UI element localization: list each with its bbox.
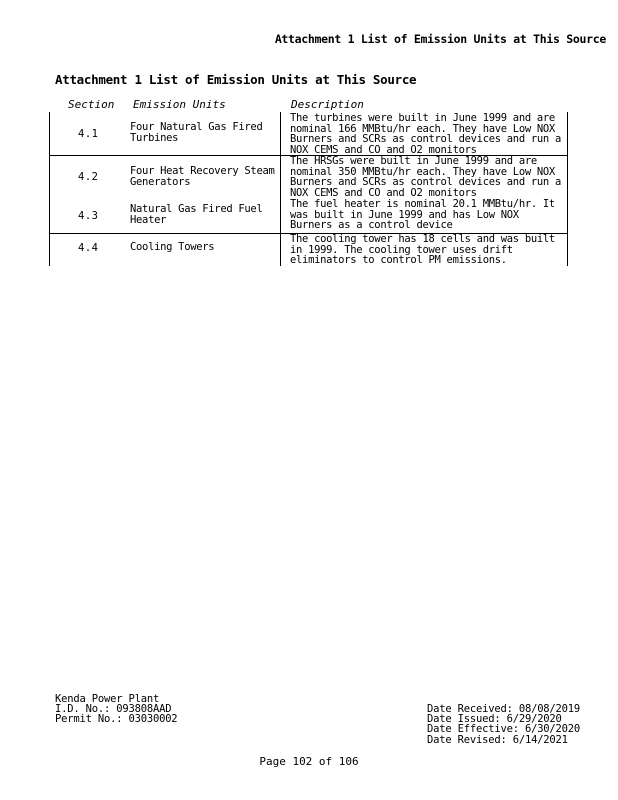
- column-header-emission-units: Emission Units: [133, 98, 226, 111]
- row-description: The fuel heater is nominal 20.1 MMBtu/hr. It was built in June 1999 and has Low NOX Burners as a control device: [290, 198, 555, 231]
- row-emission-unit: Four Natural Gas Fired Turbines: [130, 121, 263, 144]
- column-header-section: Section: [68, 98, 115, 111]
- table-border-right: [567, 112, 568, 266]
- row-section-number: 4.1: [78, 128, 99, 140]
- row-section-number: 4.2: [78, 171, 99, 183]
- row-description: The HRSGs were built in June 1999 and are nominal 350 MMBtu/hr each. They have Low NOX Burners and SCRs as control devices and run a NOX CEMS and CO and O2 monitors: [290, 155, 561, 199]
- page-number: Page 102 of 106: [259, 755, 359, 768]
- row-section-number: 4.4: [78, 242, 99, 254]
- attachment-title: Attachment 1 List of Emission Units at This Source: [55, 72, 417, 87]
- row-emission-unit: Natural Gas Fired Fuel Heater: [130, 203, 263, 226]
- column-header-description: Description: [291, 98, 364, 111]
- footer-date-effective: Date Effective: 6/30/2020: [427, 723, 581, 735]
- footer-permit-number: Permit No.: 03030002: [55, 713, 178, 725]
- footer-date-issued: Date Issued: 6/29/2020: [427, 713, 562, 725]
- row-emission-unit: Four Heat Recovery Steam Generators: [130, 165, 275, 188]
- table-divider: [280, 112, 281, 266]
- footer-plant-name: Kenda Power Plant: [55, 693, 160, 705]
- row-description: The turbines were built in June 1999 and are nominal 166 MMBtu/hr each. They have Low NOX Burners and SCRs as control devices and run a NOX CEMS and CO and O2 monitors: [290, 112, 561, 156]
- row-description: The cooling tower has 18 cells and was built in 1999. The cooling tower uses drift eliminators to control PM emissions.: [290, 233, 555, 266]
- footer-id-number: I.D. No.: 093808AAD: [55, 703, 172, 715]
- row-emission-unit: Cooling Towers: [130, 241, 215, 253]
- footer-date-received: Date Received: 08/08/2019: [427, 703, 581, 715]
- table-border-left: [49, 112, 50, 266]
- footer-date-revised: Date Revised: 6/14/2021: [427, 734, 568, 746]
- row-section-number: 4.3: [78, 210, 99, 222]
- running-header: Attachment 1 List of Emission Units at This Source: [274, 32, 606, 46]
